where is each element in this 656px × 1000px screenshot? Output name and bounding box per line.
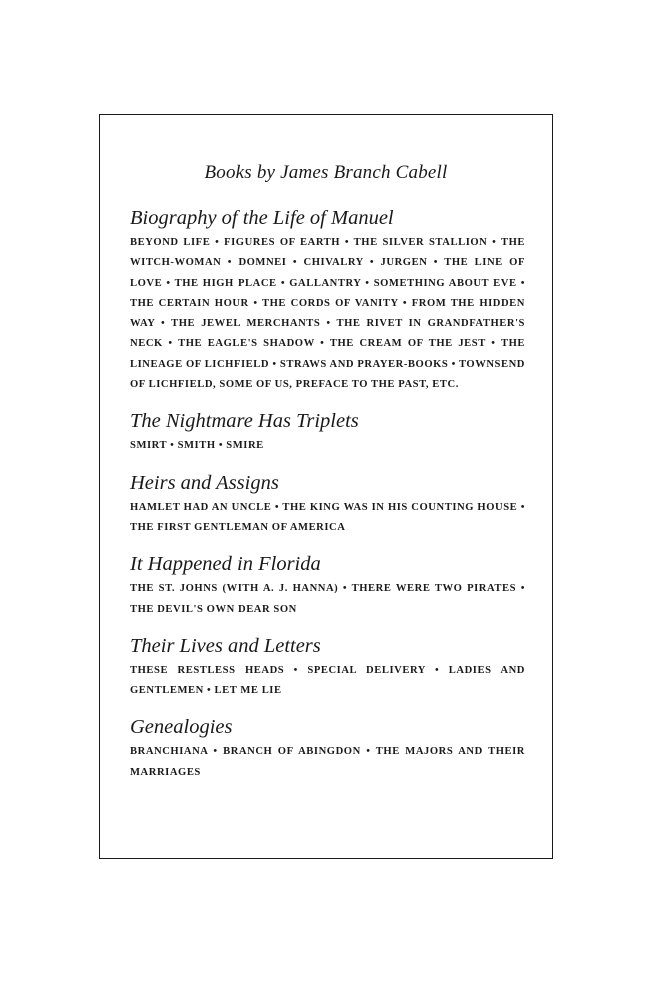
book-list bbox=[130, 204, 525, 795]
section-titles: HAMLET HAD AN UNCLE • THE KING WAS IN HIS COUNTING HOUSE • THE FIRST GENTLEMAN OF AMERICA bbox=[130, 501, 525, 533]
section-titles: THESE RESTLESS HEADS • SPECIAL DELIVERY • LADIES AND GENTLEMEN • LET ME LIE bbox=[130, 664, 525, 697]
section-nightmare-has-triplets bbox=[130, 407, 525, 456]
section-titles: BEYOND LIFE • FIGURES OF EARTH • THE SILVER STALLION • THE WITCH-WOMAN • DOMNEI • CHIVALRY • JURGEN • THE LINE OF LOVE • THE HIGH PLACE • GALLANTRY • SOMETHING ABOUT EVE • THE CERTAIN HOUR • THE CORDS OF VANITY • FROM THE HIDDEN WAY • THE JEWEL MERCHANTS • THE RIVET IN GRANDFATHER'S NECK • THE EAGLE'S SHADOW • THE CREAM OF THE JEST • THE LINEAGE OF LICHFIELD • STRAWS AND PRAYER-BOOKS • TOWNSEND OF LICHFIELD, SOME OF US, PREFACE TO THE PAST, ETC. bbox=[130, 237, 525, 391]
section-heading: The Nightmare Has Triplets bbox=[130, 410, 359, 433]
section-heading: Biography of the Life of Manuel bbox=[130, 207, 394, 229]
section-titles: THE ST. JOHNS (WITH A. J. HANNA) • THERE WERE TWO PIRATES • THE DEVIL'S OWN DEAR SON bbox=[130, 583, 525, 615]
section-heading: Heirs and Assigns bbox=[130, 471, 279, 494]
page-title: Books by James Branch Cabell bbox=[204, 162, 448, 183]
section-heading: Their Lives and Letters bbox=[130, 634, 321, 657]
section-heading: It Happened in Florida bbox=[130, 553, 321, 576]
section-it-happened-in-florida bbox=[130, 550, 525, 620]
section-heading: Genealogies bbox=[130, 716, 233, 739]
section-biography-of-manuel bbox=[130, 204, 525, 395]
section-titles: SMIRT • SMITH • SMIRE bbox=[130, 440, 264, 452]
section-heirs-and-assigns bbox=[130, 469, 525, 539]
section-titles: BRANCHIANA • BRANCH OF ABINGDON • THE MAJORS AND THEIR MARRIAGES bbox=[130, 746, 525, 778]
section-their-lives-and-letters bbox=[130, 632, 525, 702]
section-genealogies bbox=[130, 713, 525, 783]
